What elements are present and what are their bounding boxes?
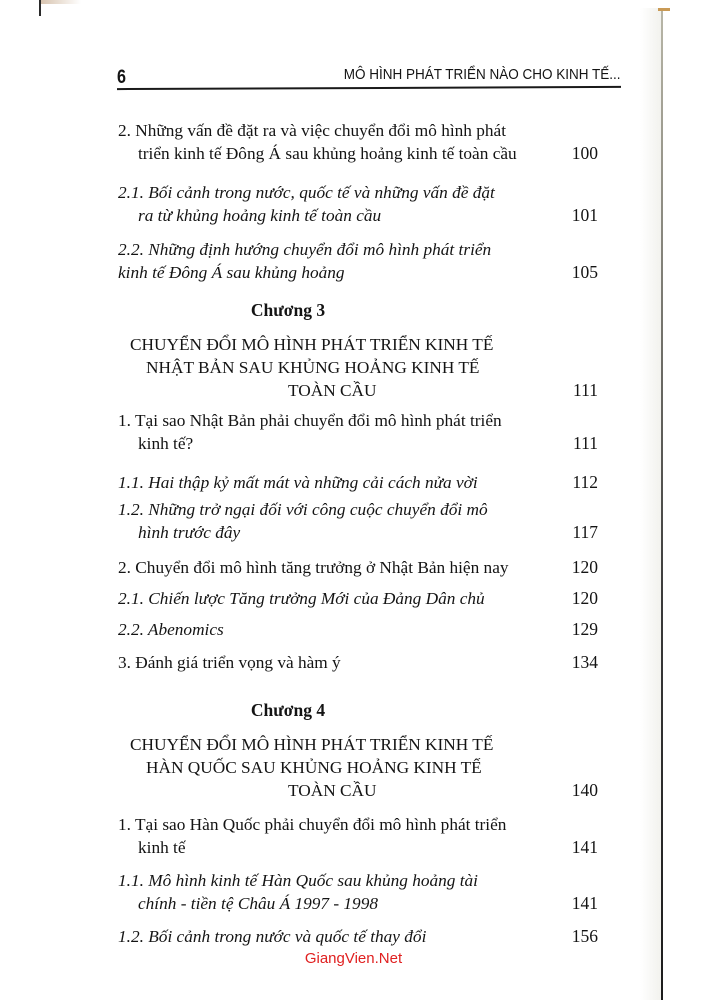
chapter-3-title[interactable]: [118, 333, 598, 402]
chapter-page: 111: [573, 380, 598, 400]
toc-entry[interactable]: [118, 238, 598, 284]
corner-tint: [41, 0, 81, 4]
entry-text: kinh tế: [138, 838, 186, 857]
toc-entry[interactable]: [118, 409, 598, 455]
watermark-link[interactable]: GiangVien.Net: [304, 950, 403, 967]
toc-entry[interactable]: [118, 925, 598, 948]
chapter-title-line: CHUYỂN ĐỔI MÔ HÌNH PHÁT TRIỂN KINH TẾ: [130, 735, 494, 754]
chapter-3-label: Chương 3: [250, 300, 326, 320]
toc-entry[interactable]: [118, 498, 598, 544]
toc-entry[interactable]: [118, 471, 598, 494]
chapter-4-title[interactable]: [118, 733, 598, 802]
toc-entry[interactable]: [118, 618, 598, 641]
entry-text: hình trước đây: [138, 523, 241, 542]
toc-entry[interactable]: [118, 869, 598, 915]
entry-page: 101: [571, 205, 598, 225]
toc-entry[interactable]: [118, 556, 598, 579]
entry-text: 2. Chuyển đổi mô hình tăng trưởng ở Nhật Bản hiện nay: [118, 558, 509, 577]
entry-page: 105: [571, 262, 598, 282]
entry-page: 129: [571, 619, 598, 639]
entry-page: 111: [573, 433, 598, 453]
entry-page: 141: [571, 837, 598, 857]
entry-text: 2.1. Chiến lược Tăng trưởng Mới của Đảng Dân chủ: [118, 589, 485, 608]
entry-text: 2.2. Những định hướng chuyển đổi mô hình phát triển: [118, 240, 492, 259]
page-header: [117, 60, 621, 90]
entry-page: 120: [571, 588, 598, 608]
page-edge: [661, 8, 663, 1000]
toc-entry[interactable]: [118, 587, 598, 610]
entry-page: 112: [572, 472, 598, 492]
chapter-title-line: CHUYỂN ĐỔI MÔ HÌNH PHÁT TRIỂN KINH TẾ: [130, 335, 494, 354]
entry-page: 120: [571, 557, 598, 577]
entry-text: 2. Những vấn đề đặt ra và việc chuyển đổi mô hình phát: [118, 121, 507, 140]
toc-entry[interactable]: [118, 813, 598, 859]
entry-text: 3. Đánh giá triển vọng và hàm ý: [118, 653, 341, 672]
page-shade: [640, 8, 662, 1000]
entry-text: 1.2. Bối cảnh trong nước và quốc tế thay đổi: [118, 927, 427, 946]
entry-text: 1.2. Những trở ngại đối với công cuộc chuyển đổi mô: [118, 500, 488, 519]
page-number: 6: [117, 67, 126, 88]
entry-text: 1. Tại sao Nhật Bản phải chuyển đổi mô hình phát triển: [118, 411, 502, 430]
entry-page: 156: [571, 926, 598, 946]
toc-entry[interactable]: [118, 119, 598, 165]
entry-text: 2.1. Bối cảnh trong nước, quốc tế và những vấn đề đặt: [118, 183, 495, 202]
entry-text: ra từ khủng hoảng kinh tế toàn cầu: [138, 206, 382, 225]
chapter-4-label: Chương 4: [250, 700, 326, 720]
entry-text: 2.2. Abenomics: [118, 620, 224, 639]
chapter-title-line: TOÀN CẦU: [288, 381, 377, 400]
entry-text: chính - tiền tệ Châu Á 1997 - 1998: [138, 894, 378, 913]
entry-text: 1.1. Hai thập kỷ mất mát và những cải cách nửa vời: [118, 473, 478, 492]
entry-page: 117: [572, 522, 598, 542]
entry-text: 1. Tại sao Hàn Quốc phải chuyển đổi mô hình phát triển: [118, 815, 507, 834]
chapter-title-line: TOÀN CẦU: [288, 781, 377, 800]
chapter-title-line: NHẬT BẢN SAU KHỦNG HOẢNG KINH TẾ: [146, 358, 480, 377]
entry-page: 100: [571, 143, 598, 163]
entry-text: 1.1. Mô hình kinh tế Hàn Quốc sau khủng hoảng tài: [118, 871, 478, 890]
chapter-title-line: HÀN QUỐC SAU KHỦNG HOẢNG KINH TẾ: [146, 758, 482, 777]
page-tab: [658, 8, 670, 11]
entry-page: 134: [571, 652, 598, 672]
entry-text: kinh tế Đông Á sau khủng hoảng: [118, 263, 345, 282]
chapter-page: 140: [571, 780, 598, 800]
header-rule: [117, 86, 621, 90]
running-title: MÔ HÌNH PHÁT TRIỂN NÀO CHO KINH TẾ...: [344, 66, 621, 83]
entry-page: 141: [571, 893, 598, 913]
entry-text: triển kinh tế Đông Á sau khủng hoảng kinh tế toàn cầu: [138, 144, 517, 163]
entry-text: kinh tế?: [138, 434, 194, 453]
toc-entry[interactable]: [118, 181, 598, 227]
toc-entry[interactable]: [118, 651, 598, 674]
